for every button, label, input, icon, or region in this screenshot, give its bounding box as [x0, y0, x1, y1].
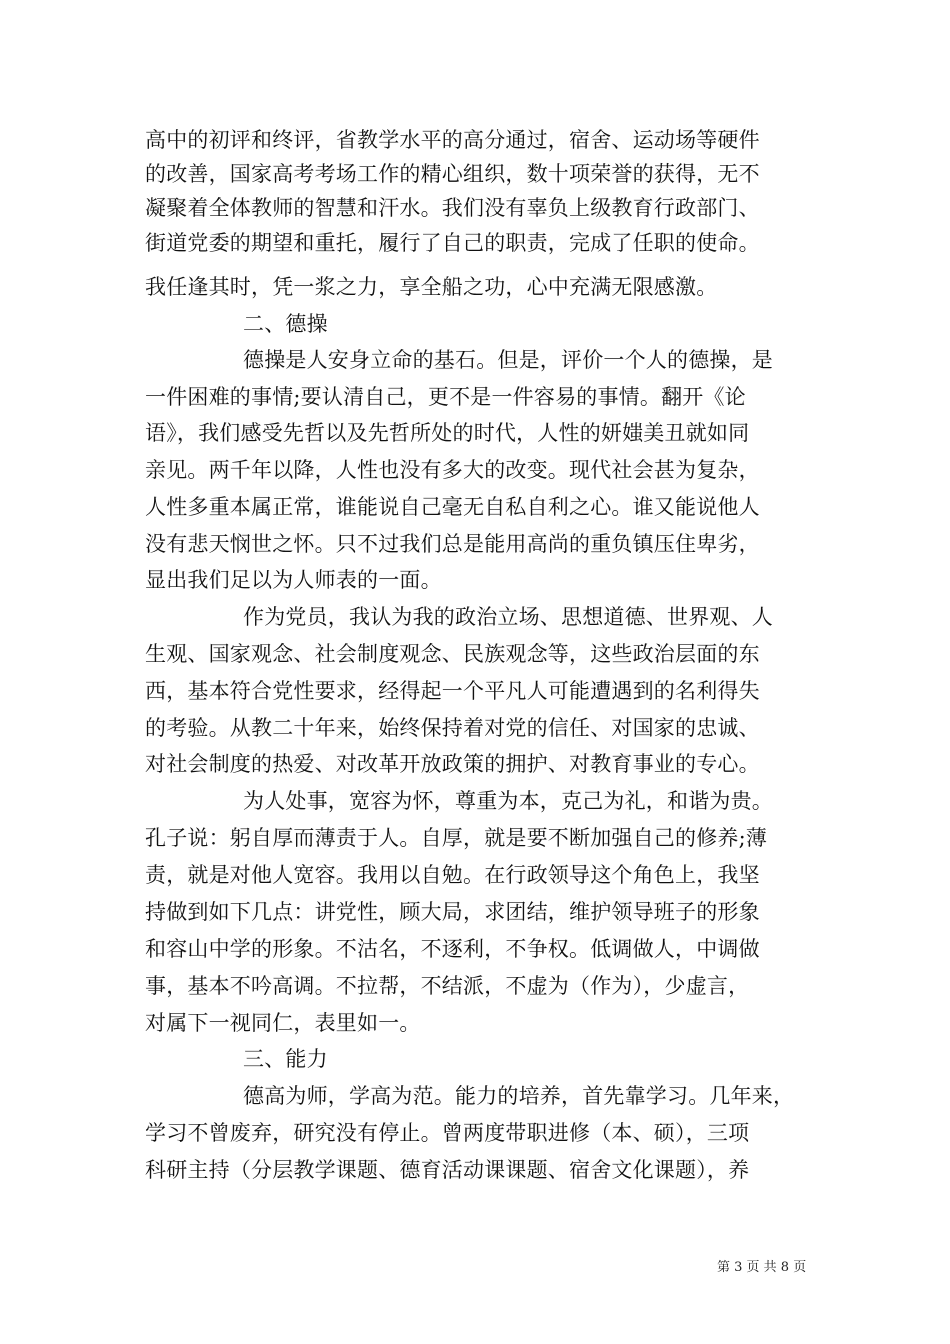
text-line: 德操是人安身立命的基石。但是，评价一个人的德操，是 [243, 348, 773, 372]
text-line: 人性多重本属正常，谁能说自己毫无自私自利之心。谁又能说他人 [145, 495, 760, 519]
text-line: 作为党员，我认为我的政治立场、思想道德、世界观、人 [243, 605, 773, 629]
text-line: 为人处事，宽容为怀，尊重为本，克己为礼，和谐为贵。 [243, 789, 773, 813]
text-line: 德高为师，学高为范。能力的培养，首先靠学习。几年来， [243, 1084, 795, 1108]
section-heading: 二、德操 [243, 312, 328, 336]
text-line: 生观、国家观念、社会制度观念、民族观念等，这些政治层面的东 [145, 642, 760, 666]
text-line: 对社会制度的热爱、对改革开放政策的拥护、对教育事业的专心。 [145, 752, 760, 776]
text-line: 一件困难的事情;要认清自己，更不是一件容易的事情。翻开《论 [145, 385, 746, 409]
text-line: 对属下一视同仁，表里如一。 [145, 1011, 421, 1035]
text-line: 责，就是对他人宽容。我用以自勉。在行政领导这个角色上，我坚 [145, 863, 760, 887]
text-line: 西，基本符合党性要求，经得起一个平凡人可能遭遇到的名利得失 [145, 679, 760, 703]
text-line: 学习不曾废弃，研究没有停止。曾两度带职进修（本、硕），三项 [145, 1121, 750, 1145]
text-line: 街道党委的期望和重托，履行了自己的职责，完成了任职的使命。 [145, 231, 760, 255]
text-line: 孔子说：躬自厚而薄责于人。自厚，就是要不断加强自己的修养;薄 [145, 826, 768, 850]
text-line: 亲见。两千年以降，人性也没有多大的改变。现代社会甚为复杂， [145, 458, 760, 482]
text-line: 显出我们足以为人师表的一面。 [145, 568, 442, 592]
page-number: 第 3 页 共 8 页 [717, 1260, 807, 1275]
section-heading: 三、能力 [243, 1047, 328, 1071]
text-line: 的考验。从教二十年来，始终保持着对党的信任、对国家的忠诚、 [145, 716, 760, 740]
text-line: 持做到如下几点：讲党性，顾大局，求团结，维护领导班子的形象 [145, 900, 760, 924]
text-line: 的改善，国家高考考场工作的精心组织，数十项荣誉的获得，无不 [145, 162, 760, 186]
text-line: 科研主持（分层教学课题、德育活动课课题、宿舍文化课题），养 [145, 1158, 750, 1182]
text-line: 没有悲天悯世之怀。只不过我们总是能用高尚的重负镇压住卑劣， [145, 532, 760, 556]
text-line: 高中的初评和终评，省教学水平的高分通过，宿舍、运动场等硬件 [145, 128, 760, 152]
text-line: 语》，我们感受先哲以及先哲所处的时代，人性的妍媸美丑就如同 [145, 421, 750, 445]
text-line: 事，基本不吟高调。不拉帮，不结派，不虚为（作为），少虚言， [145, 974, 750, 998]
text-line: 和容山中学的形象。不沽名，不逐利，不争权。低调做人，中调做 [145, 937, 760, 961]
text-line: 我任逢其时，凭一浆之力，享全船之功，心中充满无限感激。 [145, 275, 718, 299]
text-line: 凝聚着全体教师的智慧和汗水。我们没有辜负上级教育行政部门、 [145, 196, 760, 220]
